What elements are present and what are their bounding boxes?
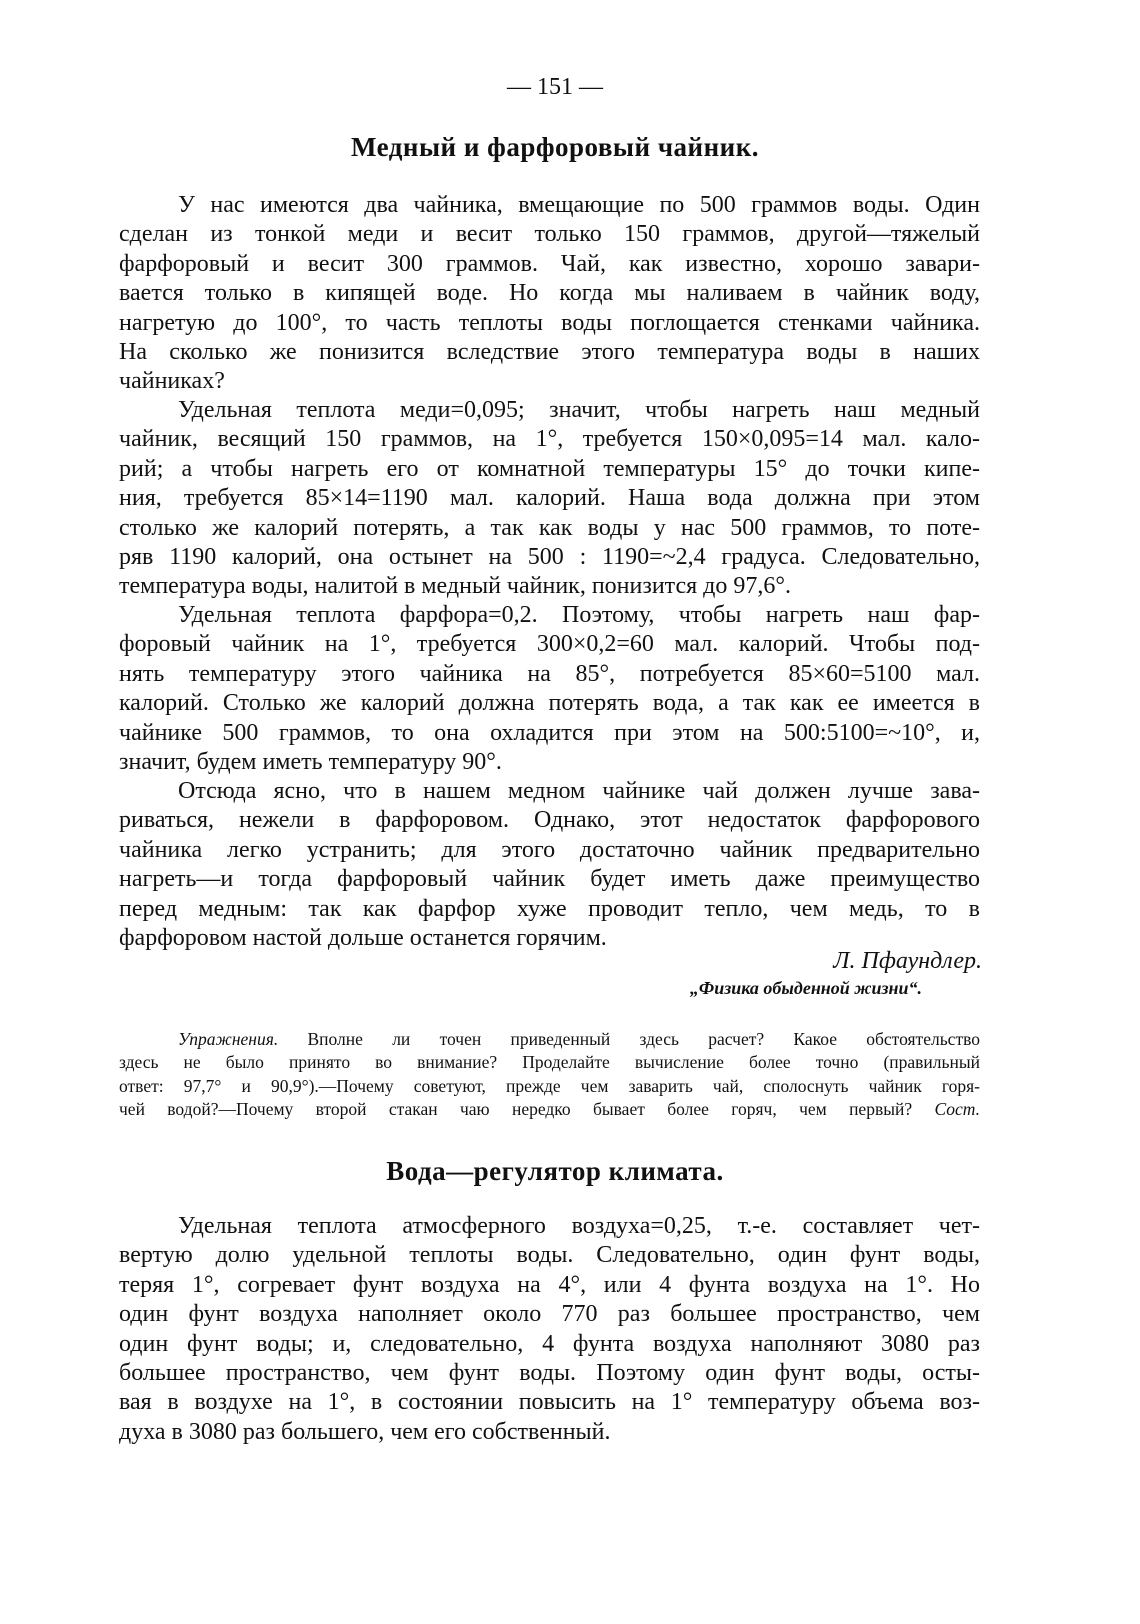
text-line: Удельная теплота фарфора=0,2. Поэтому, чтобы нагреть наш фар-	[178, 602, 980, 628]
text-line: столько же калорий потерять, а так как воды у нас 500 граммов, то поте-	[119, 514, 980, 541]
text-line: нять температуру этого чайника на 85°, потребуется 85×60=5100 мал.	[119, 660, 980, 687]
text-line: вается только в кипящей воде. Но когда мы наливаем в чайник воду,	[119, 280, 980, 307]
text-line: форовый чайник на 1°, требуется 300×0,2=60 мал. калорий. Чтобы под-	[119, 631, 980, 658]
text-line: большее пространство, чем фунт воды. Поэтому один фунт воды, осты-	[119, 1359, 980, 1386]
source-citation: „Физика обыденной жизни“.	[689, 978, 922, 998]
text-line: нагретую до 100°, то часть теплоты воды поглощается стенками чайника.	[119, 309, 980, 336]
paragraph	[119, 777, 980, 953]
text-line: один фунт воды; и, следовательно, 4 фунта воздуха наполняют 3080 раз	[119, 1330, 980, 1357]
text-line: калорий. Столько же калорий должна потерять вода, а так как ее имеется в	[119, 690, 980, 717]
text-line: риваться, нежели в фарфоровом. Однако, этот недостаток фарфорового	[119, 807, 980, 834]
section-title: Вода—регулятор климата.	[386, 1156, 724, 1186]
text-line: один фунт воздуха наполняет около 770 раз большее пространство, чем	[119, 1301, 980, 1328]
text-line: чайниках?	[119, 368, 225, 395]
exercises-label: Упражнения.	[178, 1029, 279, 1049]
text-line: чайника легко устранить; для этого достаточно чайник предварительно	[119, 836, 980, 863]
text-line: вая в воздухе на 1°, в состоянии повысить на 1° температуру объема воз-	[119, 1389, 980, 1416]
page-number: — 151 —	[507, 74, 603, 100]
section-title: Медный и фарфоровый чайник.	[350, 132, 760, 162]
text-line: сделан из тонкой меди и весит только 150 граммов, другой—тяжелый	[119, 221, 980, 248]
text-line: На сколько же понизится вследствие этого температура воды в наших	[119, 338, 980, 365]
text-line: фарфоровый и весит 300 граммов. Чай, как известно, хорошо завари-	[119, 250, 980, 277]
text-line: Удельная теплота атмосферного воздуха=0,25, т.-е. составляет чет-	[178, 1213, 980, 1239]
text-line: духа в 3080 раз большего, чем его собственный.	[119, 1418, 611, 1445]
paragraph	[119, 601, 980, 777]
text-line: рий; а чтобы нагреть его от комнатной температуры 15° до точки кипе-	[119, 455, 980, 482]
text-line: ряв 1190 калорий, она остынет на 500 : 1190=~2,4 градуса. Следовательно,	[119, 543, 980, 570]
paragraph	[119, 1212, 980, 1447]
paragraph	[119, 396, 980, 602]
text-line: Отсюда ясно, что в нашем медном чайнике чай должен лучше зава-	[178, 778, 980, 804]
text-line: нагреть—и тогда фарфоровый чайник будет иметь даже преимущество	[119, 866, 980, 893]
text-line: вертую долю удельной теплоты воды. Следовательно, один фунт воды,	[119, 1242, 980, 1269]
text-line: значит, будем иметь температуру 90°.	[119, 748, 502, 775]
text-line: температура воды, налитой в медный чайник, понизится до 97,6°.	[119, 573, 791, 600]
text-line: чайнике 500 граммов, то она охладится при этом на 500:5100=~10°, и,	[119, 719, 980, 746]
text-line: перед медным: так как фарфор хуже проводит тепло, чем медь, то в	[119, 895, 980, 922]
text-line: У нас имеются два чайника, вмещающие по 500 граммов воды. Один	[178, 192, 980, 218]
text-line: фарфоровом настой дольше останется горячим.	[119, 924, 607, 951]
paragraph	[119, 191, 980, 397]
text-line: Удельная теплота меди=0,095; значит, чтобы нагреть наш медный	[178, 397, 980, 423]
text-line: чайник, весящий 150 граммов, на 1°, требуется 150×0,095=14 мал. кало-	[119, 426, 980, 453]
text-line: ния, требуется 85×14=1190 мал. калорий. Наша вода должна при этом	[119, 485, 980, 512]
text-line: теряя 1°, согревает фунт воздуха на 4°, или 4 фунта воздуха на 1°. Но	[119, 1271, 980, 1298]
exercises: Упражнения. Вполне ли точен приведенный здесь расчет? Какое обстоятельство здесь не было принято во внимание? Проделайте вычисление более точно (правильный ответ: 97,7° и 90,9°).—Почему советуют, прежде чем заварить чай, сполоснуть чайник горя- чей водой?—Почему второй стакан чаю нередко бывает более горяч, чем первый? Сост.	[119, 1029, 980, 1119]
exercises-signoff: Сост.	[934, 1098, 980, 1119]
author-signature: Л. Пфаундлер.	[833, 948, 982, 974]
